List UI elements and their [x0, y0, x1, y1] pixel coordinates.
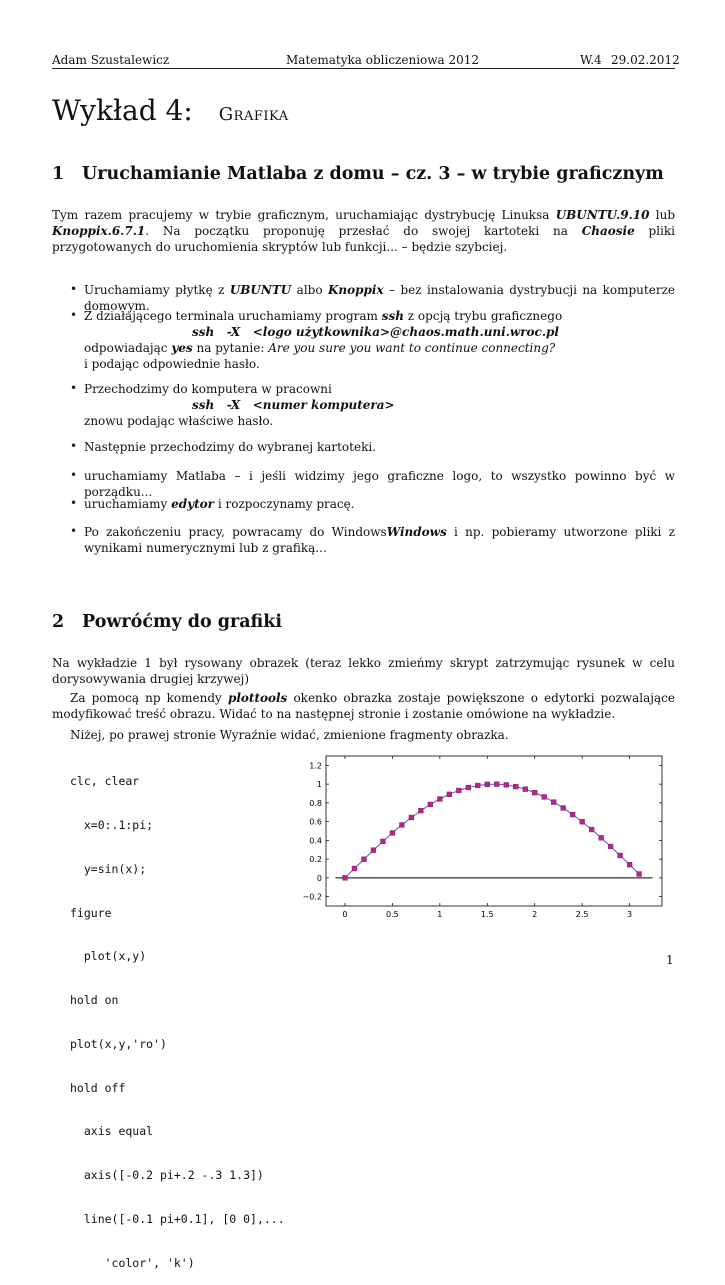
- data-point: [437, 797, 442, 802]
- section-2-number: 2: [52, 612, 65, 632]
- data-point: [608, 844, 613, 849]
- code-line: hold on: [70, 993, 119, 1008]
- code-line: axis equal: [70, 1124, 154, 1139]
- ssh-command: ssh -X <numer komputera>: [192, 398, 395, 412]
- intro-text: . Na początku proponuję przesłać do swojej kartoteki na: [145, 224, 582, 238]
- data-point: [456, 788, 461, 793]
- bullet-marker: •: [70, 524, 78, 538]
- header-lecture: W.4: [580, 53, 602, 67]
- data-point: [362, 857, 367, 862]
- bullet-text: – bez instalowania dystrybucji na komputerze domowym.: [84, 283, 675, 313]
- intro-knoppix: Knoppix.6.7.1: [52, 224, 146, 238]
- bullet-2: [84, 308, 675, 372]
- intro-text: Tym razem pracujemy w trybie graficznym, uruchamiając dystrybucję Linuksa: [52, 208, 556, 222]
- data-point: [381, 839, 386, 844]
- bullet-5: uruchamiamy Matlaba – i jeśli widzimy jego graficzne logo, to wszystko powinno być w porządku...: [84, 469, 675, 499]
- section-1-title: Uruchamianie Matlaba z domu – cz. 3 – w trybie graficznym: [82, 164, 664, 184]
- bullet-marker: •: [70, 439, 78, 453]
- bullet-text: Przechodzimy do komputera w pracowni: [84, 382, 332, 396]
- section-2-paragraph-2: [52, 690, 675, 722]
- bullet-yes: yes: [171, 341, 193, 355]
- code-line: axis([-0.2 pi+.2 -.3 1.3]): [70, 1168, 264, 1183]
- para-plottools: plottools: [227, 691, 288, 705]
- data-point: [475, 783, 480, 788]
- section-2-paragraph-1: Na wykładzie 1 był rysowany obrazek (teraz lekko zmieńmy skrypt zatrzymując rysunek w celu dorysowywania drugiej krzywej): [52, 656, 675, 686]
- bullet-text: Uruchamiamy płytkę z: [84, 283, 230, 297]
- bullet-text: na pytanie:: [192, 341, 269, 355]
- bullet-text: Po zakończeniu pracy, powracamy do Windows: [84, 525, 387, 539]
- bullet-question: Are you sure you want to continue connecting?: [268, 341, 556, 355]
- code-line: figure: [70, 905, 112, 920]
- data-point: [561, 806, 566, 811]
- bullet-text: odpowiadając: [84, 341, 172, 355]
- data-point: [447, 792, 452, 797]
- bullet-text: i np. pobieramy utworzone pliki z wynikami numerycznymi lub z grafiką...: [84, 525, 675, 555]
- bullet-7: [84, 524, 675, 556]
- bullet-text: albo: [291, 283, 328, 297]
- header-course: Matematyka obliczeniowa 2012: [286, 53, 480, 67]
- bullet-windows: Windows: [386, 525, 447, 539]
- section-2-heading: [52, 612, 282, 632]
- data-point: [627, 862, 632, 867]
- intro-text: lub: [649, 208, 676, 222]
- section-2-title: Powróćmy do grafiki: [82, 612, 283, 632]
- data-point: [352, 866, 357, 871]
- data-point: [580, 819, 585, 824]
- page-number: 1: [666, 953, 674, 967]
- code-line: clc, clear: [70, 774, 140, 789]
- y-tick-label: 0: [316, 873, 322, 883]
- data-point: [371, 848, 376, 853]
- header-date: 29.02.2012: [611, 53, 680, 67]
- intro-text: pliki przygotowanych do uruchomienia skryptów lub funkcji... – będzie szybciej.: [52, 224, 676, 254]
- data-point: [570, 812, 575, 817]
- data-point: [399, 823, 404, 828]
- data-point: [637, 872, 642, 877]
- x-tick-label: 1.5: [480, 910, 494, 919]
- data-point: [589, 827, 594, 832]
- code-line: hold off: [70, 1080, 126, 1095]
- bullet-marker: •: [70, 496, 78, 510]
- bullet-ssh: ssh: [381, 309, 404, 323]
- bullet-text: z opcją trybu graficznego: [403, 309, 563, 323]
- bullet-marker: •: [70, 282, 78, 296]
- section-1-intro: [52, 207, 675, 255]
- header-rule: [52, 68, 675, 69]
- data-point: [551, 800, 556, 805]
- data-point: [390, 831, 395, 836]
- data-point: [485, 782, 490, 787]
- intro-ubuntu: UBUNTU.9.10: [555, 208, 650, 222]
- data-point: [532, 790, 537, 795]
- code-line: 'color', 'k'): [70, 1255, 195, 1270]
- bullet-text: i rozpoczynamy pracę.: [214, 497, 355, 511]
- data-point: [494, 782, 499, 787]
- matlab-code: [70, 745, 285, 1285]
- sine-plot: [290, 750, 670, 925]
- bullet-text: Z działającego terminala uruchamiamy program: [84, 309, 382, 323]
- bullet-text: znowu podając właściwe hasło.: [84, 414, 274, 428]
- bullet-marker: •: [70, 381, 78, 395]
- data-point: [618, 853, 623, 858]
- bullet-knoppix: Knoppix: [327, 283, 384, 297]
- bullet-text: uruchamiamy: [84, 497, 172, 511]
- data-point: [504, 783, 509, 788]
- x-tick-label: 3: [627, 910, 633, 919]
- x-tick-label: 2.5: [575, 910, 589, 919]
- section-1-number: 1: [52, 164, 65, 184]
- code-line: x=0:.1:pi;: [70, 817, 154, 832]
- x-tick-label: 2: [532, 910, 538, 919]
- code-line: line([-0.1 pi+0.1], [0 0],...: [70, 1212, 285, 1226]
- code-line: plot(x,y,'ro'): [70, 1036, 167, 1051]
- data-point: [523, 787, 528, 792]
- header-author: Adam Szustalewicz: [52, 53, 170, 67]
- y-tick-label: 1.2: [309, 761, 322, 771]
- data-point: [343, 875, 348, 880]
- y-tick-label: 0.8: [309, 798, 322, 808]
- y-tick-label: −0.2: [302, 892, 322, 902]
- bullet-4: Następnie przechodzimy do wybranej kartoteki.: [84, 440, 376, 454]
- intro-chaosie: Chaosie: [581, 224, 635, 238]
- data-point: [599, 835, 604, 840]
- bullet-ubuntu: UBUNTU: [229, 283, 292, 297]
- x-tick-label: 0: [342, 910, 348, 919]
- bullet-marker: •: [70, 308, 78, 322]
- data-point: [466, 785, 471, 790]
- y-tick-label: 1: [316, 780, 322, 790]
- data-point: [542, 795, 547, 800]
- code-line: plot(x,y): [70, 949, 147, 964]
- data-point: [409, 815, 414, 820]
- bullet-3: [84, 381, 675, 429]
- code-line: y=sin(x);: [70, 861, 147, 876]
- page-title: [52, 94, 289, 127]
- y-tick-label: 0.4: [309, 836, 322, 846]
- section-2-paragraph-3: Niżej, po prawej stronie Wyraźnie widać, zmienione fragmenty obrazka.: [70, 728, 509, 742]
- section-1-heading: [52, 164, 664, 184]
- data-point: [513, 784, 518, 789]
- para-text: okenko obrazka zostaje powiększone o edytorki pozwalające modyfikować treść obrazu. Widać to na następnej stronie i zostanie omówione na wykładzie.: [52, 691, 675, 721]
- bullet-marker: •: [70, 468, 78, 482]
- ssh-command: ssh -X <logo użytkownika>@chaos.math.uni.wroc.pl: [192, 325, 559, 339]
- series-line: [345, 784, 639, 878]
- y-tick-label: 0.2: [309, 855, 322, 865]
- y-tick-label: 0.6: [309, 817, 322, 827]
- plot-frame: [326, 756, 662, 906]
- para-text: Za pomocą np komendy: [70, 691, 228, 705]
- data-point: [428, 802, 433, 807]
- x-tick-label: 0.5: [386, 910, 399, 919]
- bullet-edytor: edytor: [171, 497, 215, 511]
- x-tick-label: 1: [437, 910, 443, 919]
- bullet-6: [84, 496, 675, 512]
- title-main: Wykład 4:: [52, 94, 193, 127]
- data-point: [418, 808, 423, 813]
- bullet-text: i podając odpowiednie hasło.: [84, 357, 260, 371]
- title-sub: Grafika: [218, 104, 289, 125]
